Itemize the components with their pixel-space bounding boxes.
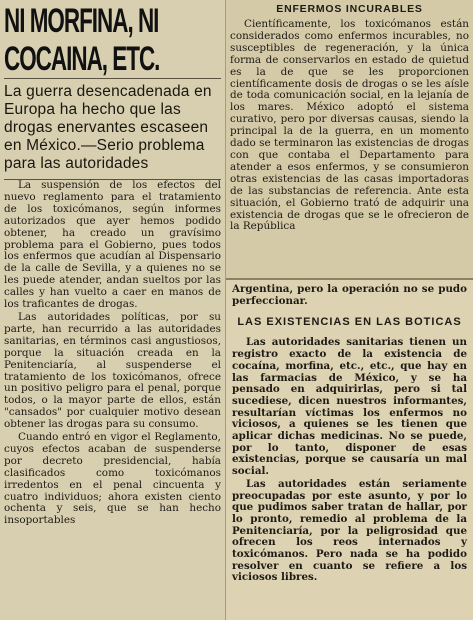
left-body-text [4,180,221,527]
section-title: ENFERMOS INCURABLES [276,3,423,15]
right-bottom-body-text [232,337,467,584]
right-bottom-lead [232,284,467,307]
right-bottom-clipping [226,278,473,620]
paragraph: Las autoridades sanitarias tienen un registro exacto de la existencia de cocaína, morfina, etc., etc., que hay en las farmacias de México, y se ha pensado en adquirirlas, pero si tal sucediese, dicen nuestros informantes, resultarían víctimas los enfermos no viciosos, a quienes se les tienen que aplicar dichas medicinas. No se puede, por lo tanto, disponer de esas existencias, porque se causaría un mal social. [232,336,467,478]
right-top-body-text [230,19,469,233]
left-column-clipping [0,0,226,620]
headline-rule [4,78,221,79]
article-subheadline: La guerra desencadenada en Europa ha hecho que las drogas enervantes escaseen en México.—Serio problema para las autoridades [4,83,212,172]
paragraph: La suspensión de los efectos del nuevo reglamento para el tratamiento de los toxicómanos, según informes autorizados que ayer hemos podido obtener, ha creado un gravísimo problema para el Gobierno, pues todos los enfermos que acudían al Dispensario de la calle de Sevilla, y a quienes no se les puede atender, andan sueltos por las calles y han vuelto a caer en manos de los traficantes de drogas. [4,179,221,311]
paragraph: Las autoridades están seriamente preocupadas por este asunto, y por lo que pudimos saber tratan de hallar, por lo pronto, remedio al problema de la Penitenciaría, por la peligrosidad que ofrecen los reos internados y toxicómanos. Pero nada se ha podido resolver en cuanto se refiere a los viciosos libres. [232,477,467,584]
paragraph: Las autoridades políticas, por su parte, han recurrido a las autoridades sanitarias, en términos casi angustiosos, porque la situación creada en la Penitenciaría, al suspenderse el tratamiento de los toxicómanos, ofrece un positivo peligro para el penal, porque todos, o la mayor parte de ellos, están "cansados" por cualquier motivo desean obtener las drogas para su consumo. [4,310,221,431]
section-title: LAS EXISTENCIAS EN LAS BOTICAS [237,316,462,329]
paragraph: Argentina, pero la operación no se pudo perfeccionar. [232,283,467,307]
paragraph: Científicamente, los toxicómanos están considerados como enfermos incurables, no susceptibles de regeneración, y la única forma de conservarlos en estado de quietud es la de que se les proporcionen científicamente dosis de drogas o se les aísle de toda comunicación social, en la lejanía de los mares. México adoptó el sistema curativo, pero por diversas causas, siendo la principal la de la guerra, en un momento dado se terminaron las existencias de drogas con que contaba el Departamento para atender a esos enfermos, y se consumieron otras existencias de las casas importadoras de las substancias de referencia. Ante esta situación, el Gobierno trató de adquirir una existencia de drogas que se le ofrecieron de la República [230,18,469,233]
paragraph: Cuando entró en vigor el Reglamento, cuyos efectos acaban de suspenderse por decreto presidencial, había clasificados como toxicómanos irredentos en el penal cincuenta y cuatro individuos; ahora existen ciento ochenta y seis, que se han hecho insoportables [4,431,221,527]
article-headline: NI MORFINA, NI COCAINA, ETC. [4,2,160,78]
right-top-clipping [226,0,473,278]
